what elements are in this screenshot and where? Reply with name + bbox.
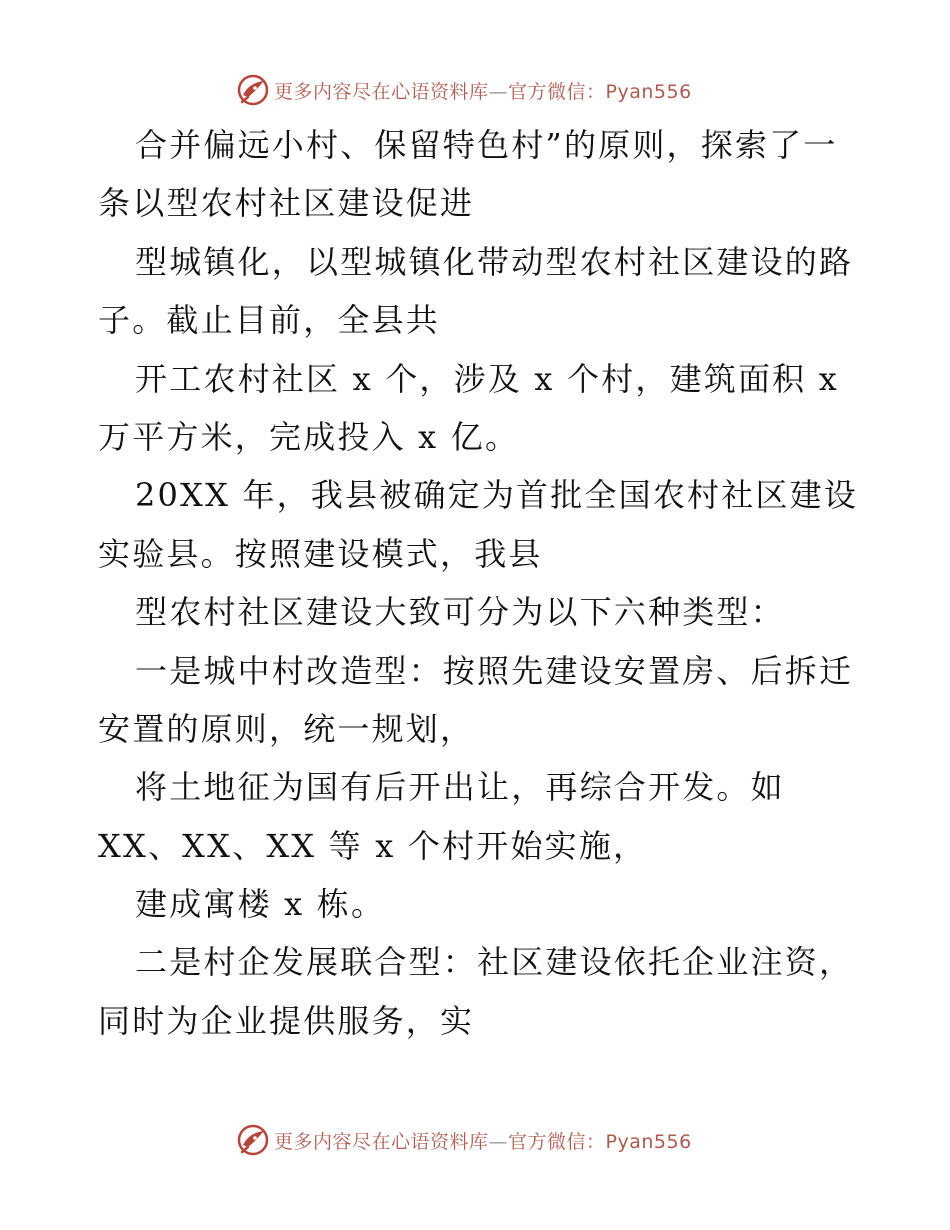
body-line: 将土地征为国有后开出让，再综合开发。如 <box>135 768 785 807</box>
body-line: 型农村社区建设大致可分为以下六种类型： <box>135 593 785 632</box>
body-line: 子。截止目前，全县共 <box>98 301 441 340</box>
body-line: XX、XX、XX 等 x 个村开始实施， <box>98 826 648 865</box>
body-line: 建成寓楼 x 栋。 <box>135 885 386 924</box>
pen-nib-logo-icon <box>236 1123 270 1157</box>
watermark-main-text: 更多内容尽在心语资料库 <box>274 1130 489 1153</box>
watermark-wechat-text: 官方微信：Pyan556 <box>508 1130 692 1153</box>
watermark-separator: — <box>488 1130 509 1153</box>
body-line: 安置的原则，统一规划， <box>98 709 475 748</box>
watermark-main-text: 更多内容尽在心语资料库 <box>274 80 489 103</box>
header-watermark <box>236 72 692 108</box>
body-line: 开工农村社区 x 个，涉及 x 个村，建筑面积 x <box>135 359 840 398</box>
body-line: 一是城中村改造型：按照先建设安置房、后拆迁 <box>135 651 854 690</box>
body-line: 实验县。按照建设模式，我县 <box>98 534 543 573</box>
document-body <box>98 116 868 1050</box>
body-line: 二是村企发展联合型：社区建设依托企业注资， <box>135 943 854 982</box>
footer-watermark <box>236 1122 692 1158</box>
body-line: 条以型农村社区建设促进 <box>98 184 475 223</box>
watermark-text <box>274 77 692 104</box>
body-line: 同时为企业提供服务，实 <box>98 1001 475 1040</box>
body-line: 型城镇化，以型城镇化带动型农村社区建设的路 <box>135 242 854 281</box>
body-line: 合并偏远小村、保留特色村”的原则，探索了一 <box>135 126 838 164</box>
watermark-separator: — <box>488 80 509 103</box>
body-line: 20XX 年，我县被确定为首批全国农村社区建设 <box>135 476 859 515</box>
body-line: 万平方米，完成投入 x 亿。 <box>98 417 520 456</box>
watermark-text <box>274 1127 692 1154</box>
watermark-wechat-text: 官方微信：Pyan556 <box>508 80 692 103</box>
pen-nib-logo-icon <box>236 73 270 107</box>
